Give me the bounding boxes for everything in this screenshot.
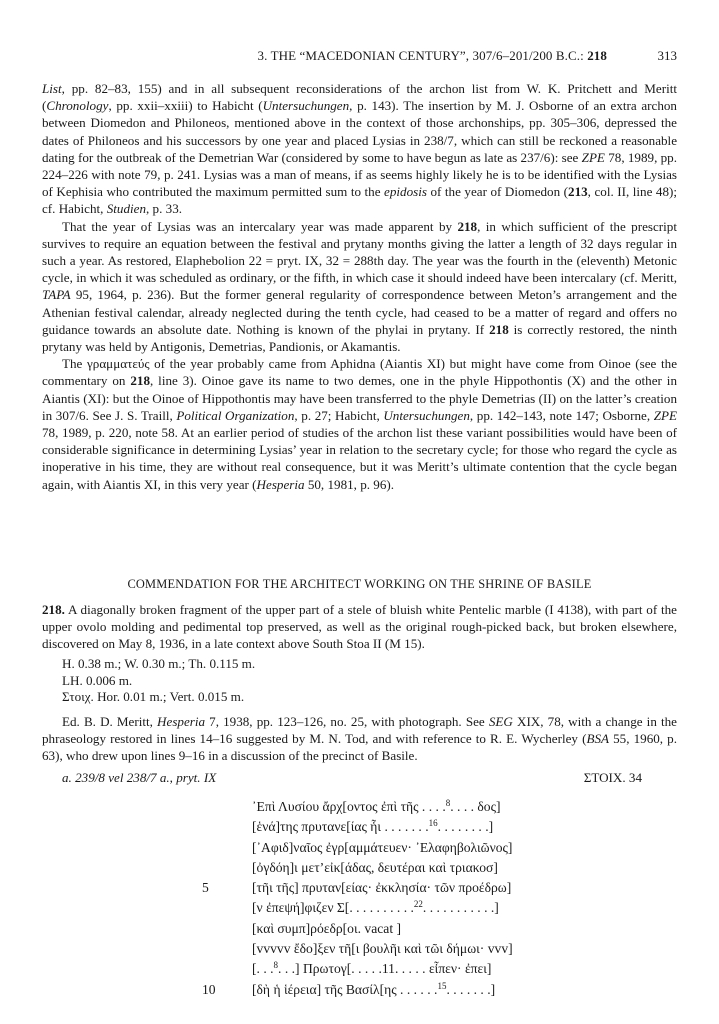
greek-text: [ἑνά]της πρυτανε[ίας ἧι . . . . . . .$^{16}$. . . . . . . .]: [252, 818, 494, 835]
inscription-line: [42, 817, 677, 837]
inscription-line: [42, 939, 677, 959]
running-head-title: [258, 48, 607, 64]
letter-count: 8: [445, 798, 451, 808]
inscription-line: [42, 878, 677, 898]
greek-text: [ὀγδόη]ι μετ’εἰκ[άδας, δευτέραι καὶ τριακοσ]: [252, 859, 498, 875]
greek-text: [᾿Αφιδ]ναῖος ἐγρ[αμμάτευεν· ᾿Ελαφηβολιῶνος]: [252, 839, 513, 855]
entry-number: 218.: [42, 602, 65, 617]
greek-text: [δὴ ἡ ἱέρεια] τῆς Βασίλ[ης . . . . . .$^{15}$. . . . . . .]: [252, 980, 496, 997]
page-number: 313: [657, 48, 677, 63]
letter-count: 15: [437, 980, 447, 991]
letter-count: 8: [273, 960, 279, 971]
inscription-line: [42, 858, 677, 878]
dimensions: [62, 656, 255, 706]
running-head: [42, 48, 677, 66]
greek-text: ᾿Επὶ Λυσίου ἄρχ[οντος ἐπὶ τῆς . . . .$^8$. . . . δος]: [252, 798, 501, 814]
paragraph-2: That the year of Lysias was an intercalary year was made apparent by 218, in which sufficient of the prescript survives to require an equation between the festival and prytany months giving the latter a length of 32 days regular in such a year. As restored, Elaphebolion 22 = pryt. IX, 32 = 288th day. The year was the fourth in the (eleventh) Metonic cycle, in which it was scheduled as ordinary, or the fifth, in which case it should indeed have been intercalary (cf. Meritt, TAPA 95, 1964, p. 236). But the former general regularity of correspondence between Meton’s arrangement and the Athenian festival calendar, already neglected during the tenth cycle, had ceased to be a matter of regard and offers no guidance towards an absolute date. Nothing is known of the phylai in prytany. If 218 is correctly restored, the ninth prytany was held by Antigonis, Demetrias, Pandionis, or Akamantis.: [42, 218, 678, 355]
entry-description: [42, 601, 677, 653]
commentary-text: [42, 80, 677, 493]
dimensions-line: LH. 0.006 m.: [62, 672, 133, 688]
line-number: 10: [202, 981, 216, 997]
running-head-number: 218: [587, 48, 607, 63]
inscription-line: [42, 797, 677, 817]
inscription-line: [42, 898, 677, 918]
greek-text: [καὶ συμπ]ρόεδρ[οι. vacat ]: [252, 920, 402, 936]
greek-text: [. . .$^8$. . .] Πρωτογ[. . . . .11. . . . . εἶπεν· ἐπει]: [252, 960, 492, 977]
paragraph-1: List, pp. 82–83, 155) and in all subsequent reconsiderations of the archon list from W. K. Pritchett and Meritt (Chronology, pp. xxii–xxiii) to Habicht (Untersuchungen, p. 143). The insertion by M. J. Osborne of an extra archon between Diomedon and Philoneos, mentioned above in the context of those archonships, pp. 305–306, depressed the dates of Philoneos and his successors by one year and placed Lysias in 238/7, which can still be reckoned a reasonable dating for the outbreak of the Demetrian War (considered by some to have begun as late as 237/6): see ZPE 78, 1989, pp. 224–226 with note 79, p. 241. Lysias was a man of means, if as seems highly likely he is to be identified with the Lysias of Kephisia who contributed the maximum permitted sum to the epidosis of the year of Diomedon (213, col. II, line 48); cf. Habicht, Studien, p. 33.: [42, 81, 677, 217]
line-number: 5: [202, 880, 209, 896]
running-head-title-text: 3. THE “MACEDONIAN CENTURY”, 307/6–201/200 B.C.:: [257, 48, 588, 63]
dimensions-line: H. 0.38 m.; W. 0.30 m.; Th. 0.115 m.: [62, 656, 256, 671]
stoichedon-count: ΣΤΟΙΧ. 34: [583, 770, 642, 785]
greek-text: [ν ἐπεψή]φιζεν Σ[. . . . . . . . . .$^{22}$. . . . . . . . . . .]: [252, 899, 499, 916]
inscription-date: a. 239/8 vel 238/7 a., pryt. IX: [62, 770, 217, 785]
dimensions-line: Στοιχ. Hor. 0.01 m.; Vert. 0.015 m.: [62, 689, 245, 705]
letter-count: 22: [413, 899, 423, 910]
inscription-line: [42, 980, 677, 1000]
date-line: [62, 770, 677, 788]
inscription-line: [42, 959, 677, 979]
section-heading: COMMENDATION FOR THE ARCHITECT WORKING ON THE SHRINE OF BASILE: [127, 577, 592, 591]
greek-text: [τῆι τῆς] πρυταν[είας· ἐκκλησία· τῶν προέδρω]: [252, 880, 512, 896]
letter-count: 16: [428, 818, 438, 829]
inscription-line: [42, 919, 677, 939]
inscription-text: [42, 797, 677, 1000]
paragraph-3: The γραμματεύς of the year probably came from Aphidna (Aiantis XI) but might have come from Oinoe (see the commentary on 218, line 3). Oinoe gave its name to two demes, one in the phyle Hippothontis (X) and the other in Aiantis (XI): but the Oinoe of Hippothontis may have been transferred to the phyle Demetrias (II) on the latter’s creation in 307/6. See J. S. Traill, Political Organization, p. 27; Habicht, Untersuchungen, pp. 142–143, note 147; Osborne, ZPE 78, 1989, p. 220, note 58. At an earlier period of studies of the archon list these variant possibilities would have been of considerable significance in determining Lysias’ year in relation to the secretary cycle; for those who regard the cycle as inoperative in his time, they are without real consequence, but it was Meritt’s ultimate contention that the cycle began again, with Aiantis XI, in this very year (Hesperia 50, 1981, p. 96).: [42, 356, 677, 492]
entry-text: A diagonally broken fragment of the upper part of a stele of bluish white Pentelic marble (I 4138), with part of the upper ovolo molding and pedimental top preserved, as well as the original rough-picked back, but broken elsewhere, discovered on May 8, 1936, in a late context above South Stoa II (M 15).: [42, 602, 677, 652]
greek-text: [vvvvv ἔδο]ξεν τῆ[ι βουλῆι καὶ τῶι δήμωι· vvv]: [252, 941, 513, 957]
inscription-line: [42, 838, 677, 858]
edition-note: Ed. B. D. Meritt, Hesperia 7, 1938, pp. 123–126, no. 25, with photograph. See SEG XIX, 78, with a change in the phraseology restored in lines 14–16 suggested by M. N. Tod, and with reference to R. E. Wycherley (BSA 55, 1960, p. 63), who drew upon lines 9–16 in a discussion of the precinct of Basile.: [42, 714, 677, 764]
